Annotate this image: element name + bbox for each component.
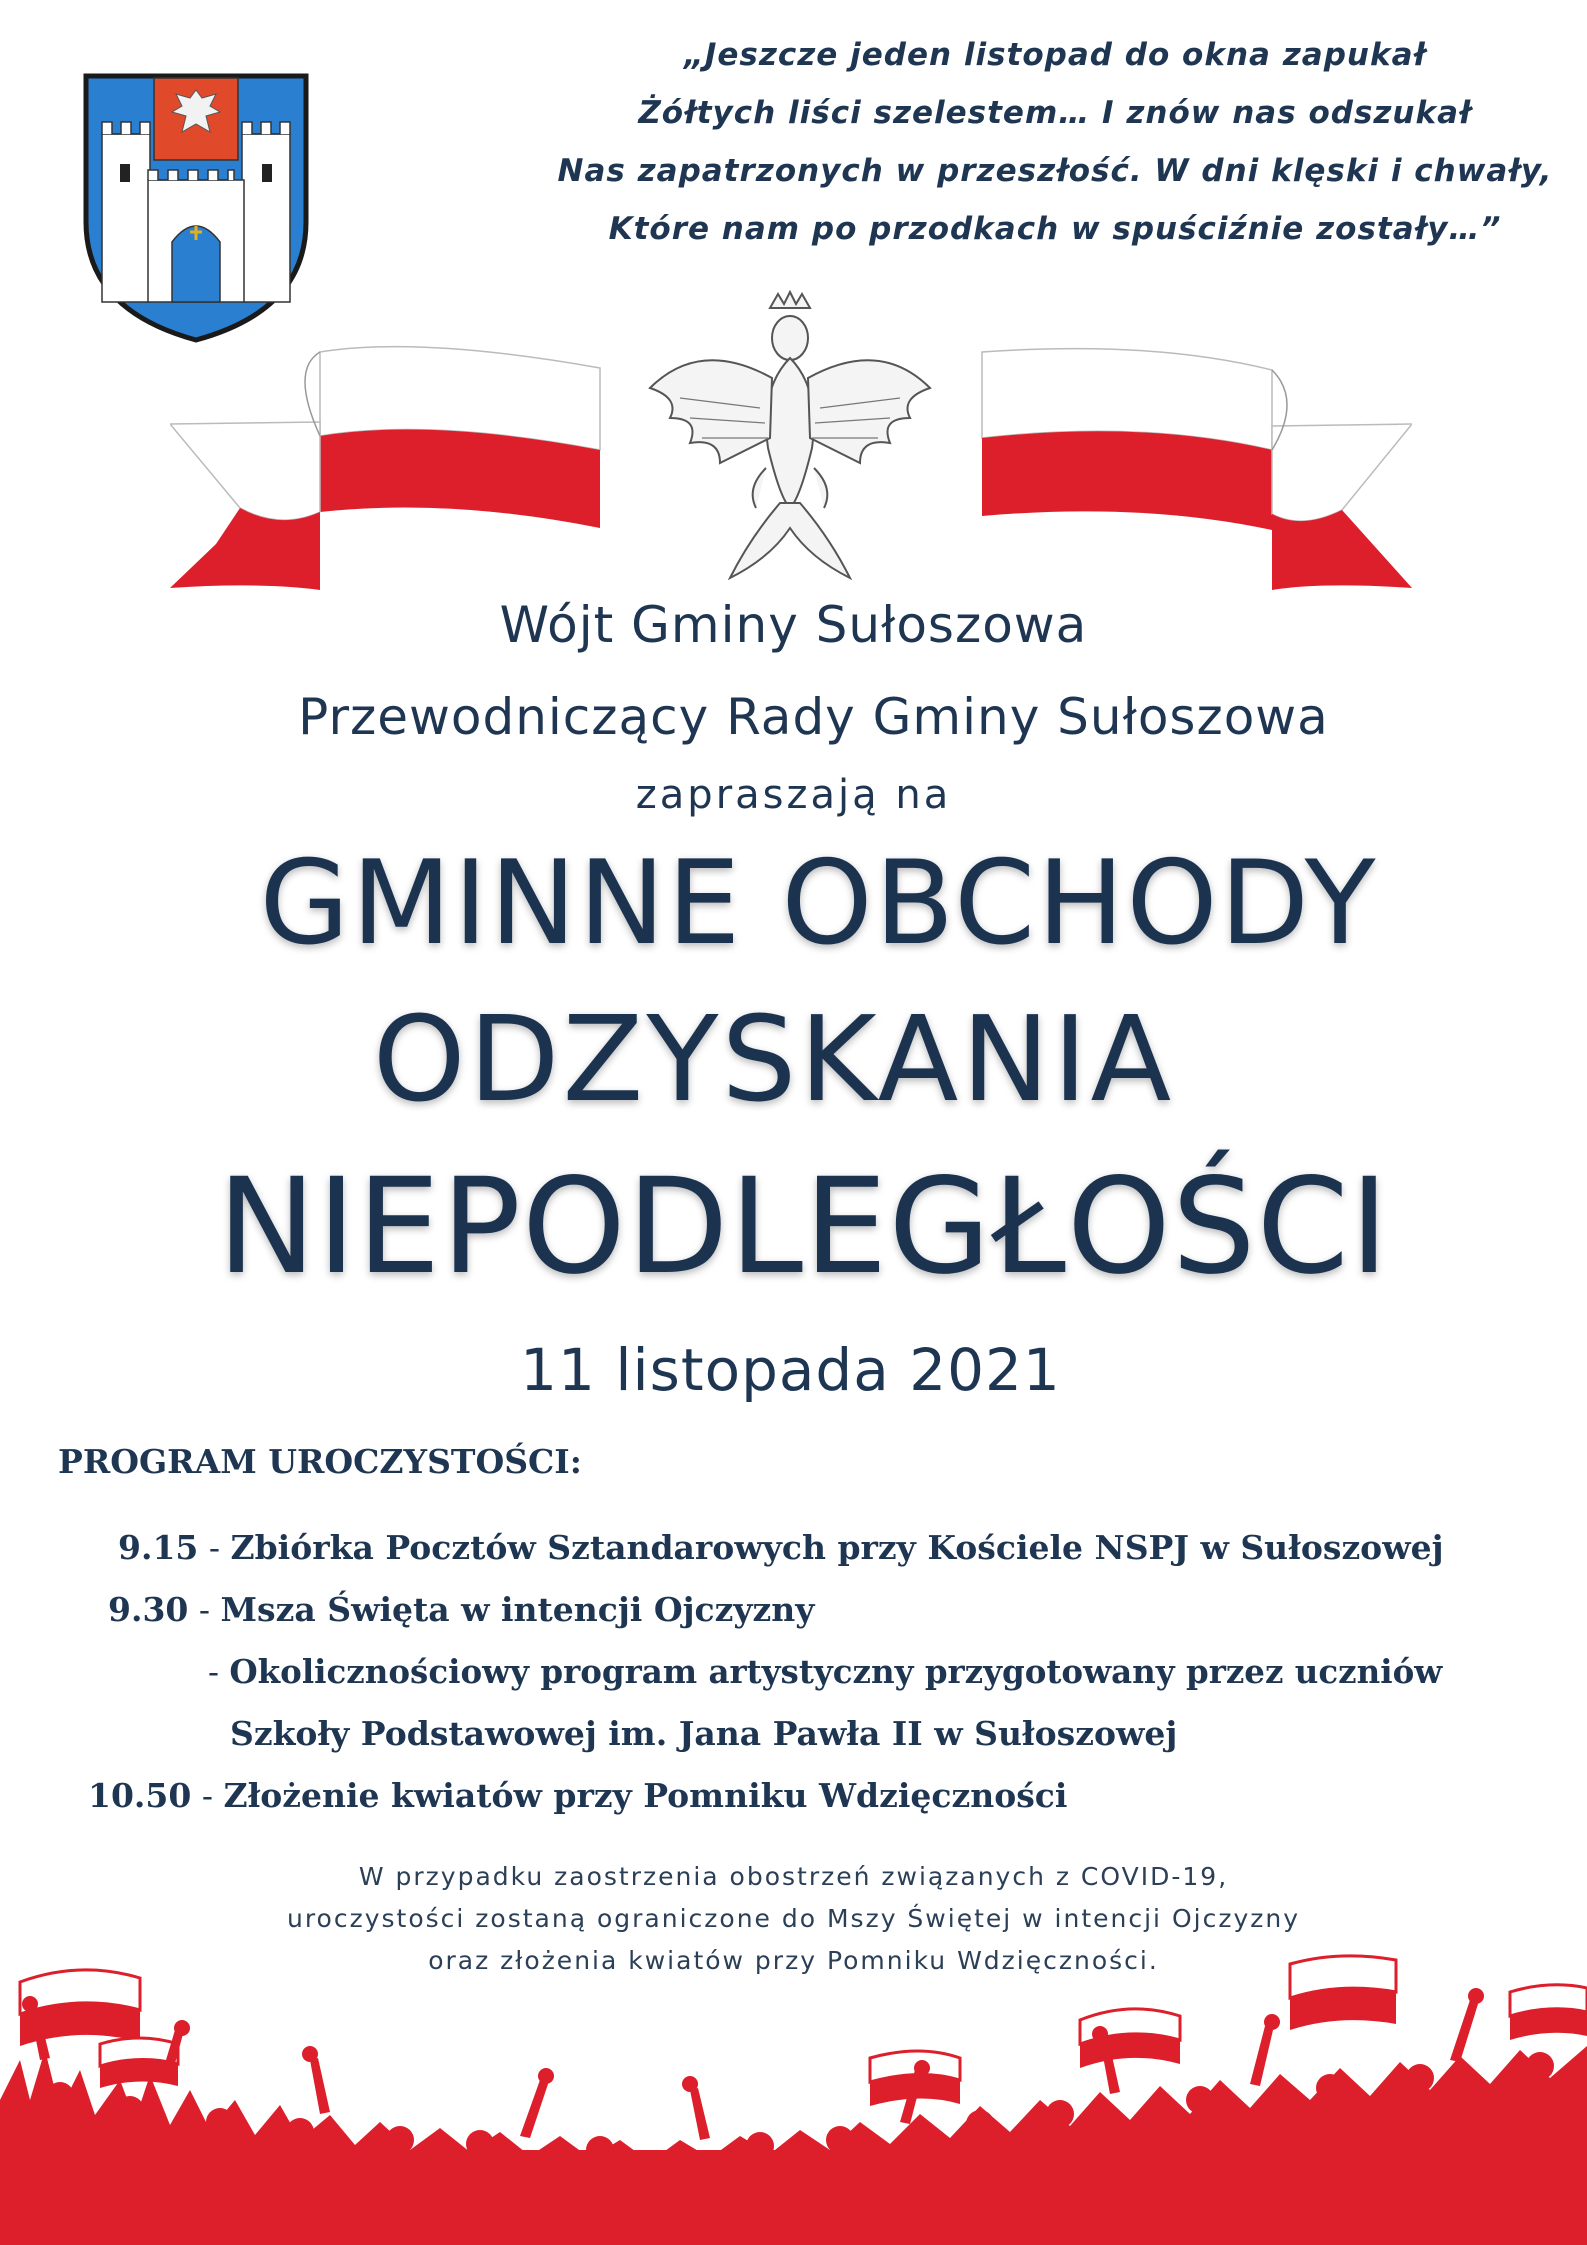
note-line: oraz złożenia kwiatów przy Pomniku Wdzięczności.: [428, 1946, 1159, 1975]
poem-line: Żółtych liści szelestem… I znów nas odszukał: [638, 95, 1472, 131]
program-separator: -: [198, 1528, 231, 1567]
program-item: [118, 1528, 1444, 1567]
event-date: 11 listopada 2021: [520, 1336, 1061, 1404]
organizer-line: Wójt Gminy Sułoszowa: [499, 596, 1088, 654]
note-line: W przypadku zaostrzenia obostrzeń związanych z COVID-19,: [358, 1862, 1229, 1891]
poem-line: Nas zapatrzonych w przeszłość. W dni klęski i chwały,: [557, 153, 1553, 189]
program-separator: -: [188, 1590, 221, 1629]
program-item: [208, 1652, 1442, 1691]
program-text: Msza Święta w intencji Ojczyzny: [220, 1590, 815, 1629]
program-heading: PROGRAM UROCZYSTOŚCI:: [58, 1442, 582, 1481]
poem-line: Które nam po przodkach w spuściźnie zostały…”: [608, 211, 1502, 247]
flag-ribbon-left-icon: [170, 330, 610, 590]
poem-quote: [540, 26, 1570, 258]
program-time: 10.50: [88, 1776, 192, 1815]
note-line: uroczystości zostaną ograniczone do Mszy Świętej w intencji Ojczyzny: [286, 1904, 1300, 1933]
crowd-with-flags-illustration: [0, 1900, 1587, 2245]
event-title: ODZYSKANIA: [372, 990, 1175, 1128]
program-text: Zbiórka Pocztów Sztandarowych przy Kościele NSPJ w Sułoszowej: [230, 1528, 1444, 1567]
polish-eagle-emblem: [640, 278, 940, 588]
program-text: Szkoły Podstawowej im. Jana Pawła II w Sułoszowej: [230, 1714, 1178, 1753]
program-separator: -: [191, 1776, 224, 1815]
organizer-line: Przewodniczący Rady Gminy Sułoszowa: [298, 688, 1329, 746]
program-item: [230, 1714, 1177, 1753]
program-text: Złożenie kwiatów przy Pomniku Wdzięczności: [223, 1776, 1068, 1815]
program-time: 9.30: [108, 1590, 189, 1629]
poem-line: „Jeszcze jeden listopad do okna zapukał: [683, 37, 1427, 73]
program-separator: -: [208, 1653, 230, 1691]
program-item: [88, 1776, 1067, 1815]
invite-text: zapraszają na: [635, 772, 952, 818]
flag-ribbon-right-icon: [972, 330, 1412, 590]
coat-of-arms-emblem: [82, 72, 310, 344]
program-item: [108, 1590, 814, 1629]
event-title: NIEPODLEGŁOŚCI: [217, 1150, 1390, 1304]
program-text: Okolicznościowy program artystyczny przygotowany przez uczniów: [229, 1652, 1443, 1691]
event-title: GMINNE OBCHODY: [259, 836, 1378, 971]
program-time: 9.15: [118, 1528, 199, 1567]
